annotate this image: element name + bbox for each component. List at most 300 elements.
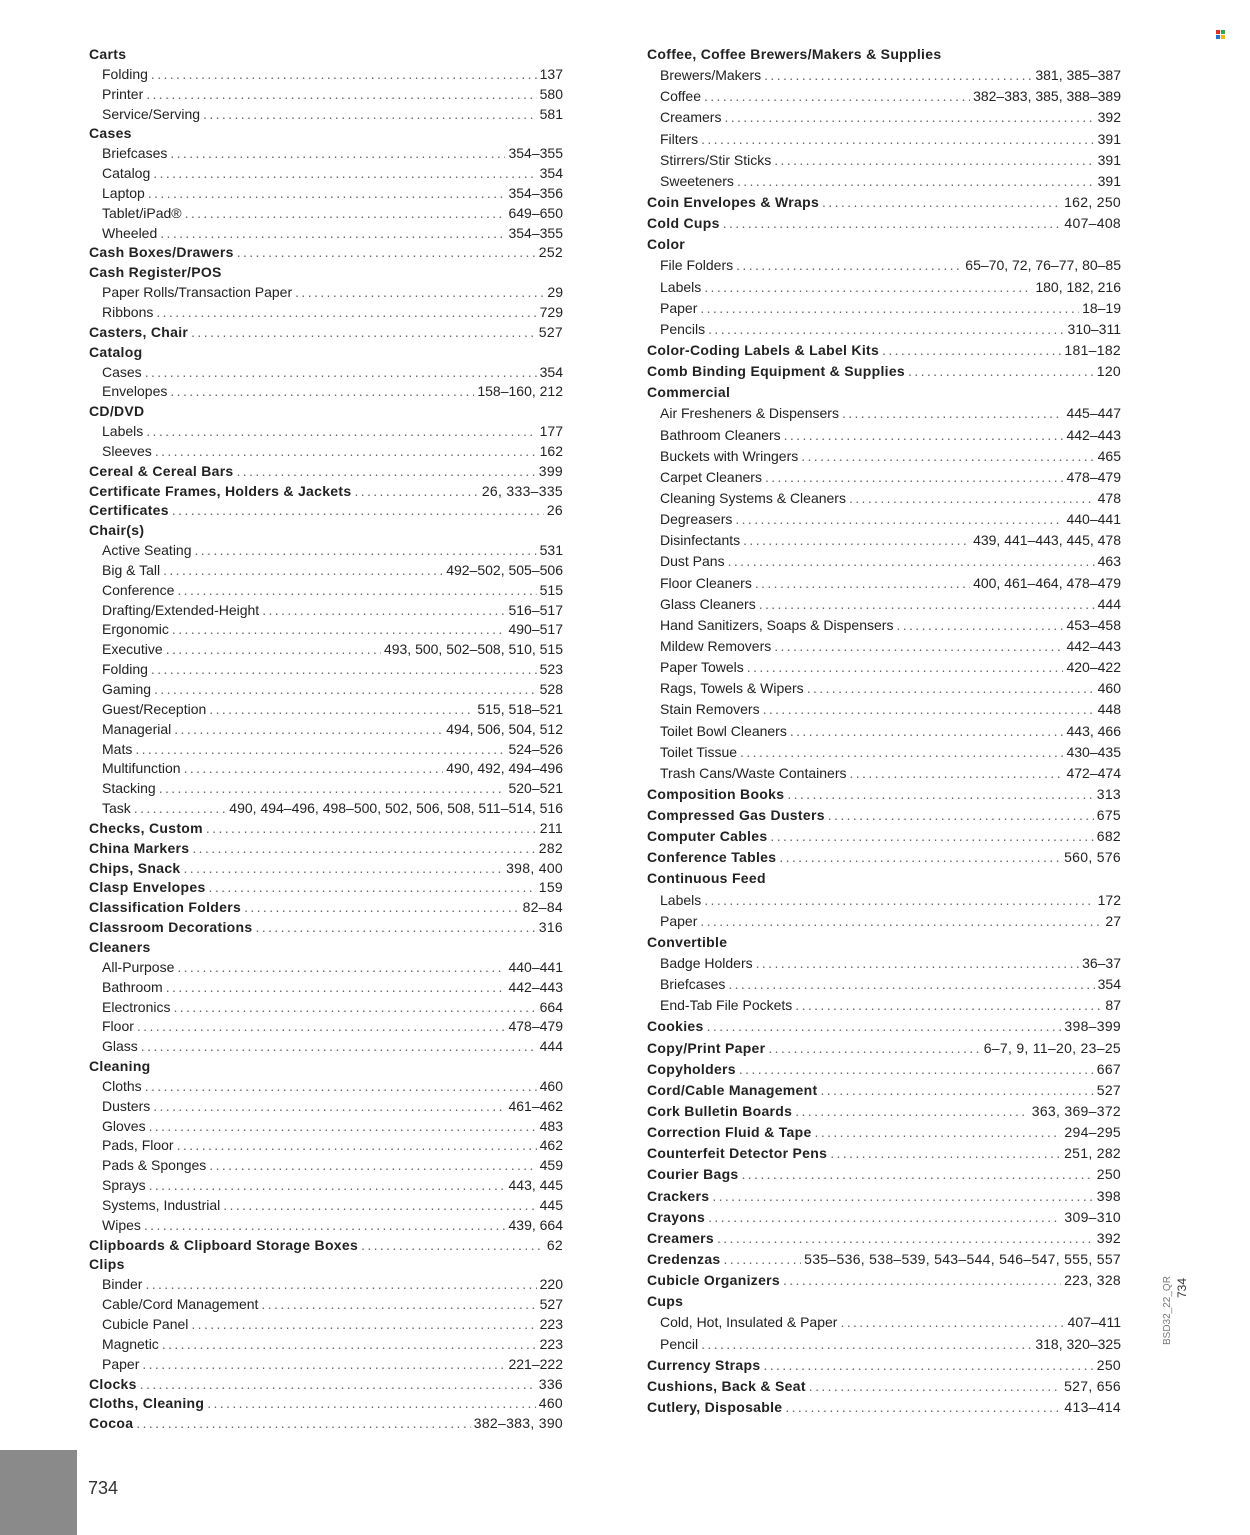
entry-label: Paper Towels — [660, 659, 744, 676]
entry-pages: 490, 492, 494–496 — [446, 760, 563, 777]
index-heading — [89, 463, 563, 483]
index-subentry — [647, 701, 1121, 722]
entry-label: Clipboards & Clipboard Storage Boxes — [89, 1236, 359, 1253]
dot-leader — [747, 659, 1064, 675]
index-heading — [647, 342, 1121, 363]
entry-pages: 527 — [1096, 1081, 1121, 1098]
index-heading — [89, 899, 563, 919]
entry-pages: 391 — [1097, 151, 1121, 168]
entry-pages: 413–414 — [1064, 1399, 1121, 1415]
index-heading — [647, 870, 1121, 891]
entry-label: Degreasers — [660, 511, 733, 528]
dot-leader — [184, 860, 504, 876]
entry-pages: 520–521 — [508, 780, 563, 797]
entry-label: Brewers/Makers — [660, 67, 762, 84]
entry-pages: 535–536, 538–539, 543–544, 546–547, 555, 557 — [804, 1251, 1121, 1268]
entry-label: Clocks — [89, 1375, 137, 1392]
dot-leader — [822, 194, 1061, 210]
entry-pages: 336 — [538, 1375, 563, 1392]
entry-pages: 527 — [538, 323, 563, 340]
index-subentry — [89, 185, 563, 205]
index-subentry — [647, 321, 1121, 342]
entry-pages: 445 — [539, 1196, 563, 1213]
entry-pages: 313 — [1096, 785, 1121, 802]
index-subentry — [647, 596, 1121, 617]
entry-label: Color — [647, 236, 686, 253]
entry-label: Labels — [660, 891, 702, 908]
entry-pages: 444 — [539, 1038, 563, 1055]
entry-label: Cups — [647, 1293, 684, 1310]
index-subentry — [647, 279, 1121, 300]
entry-label: Glass — [102, 1038, 138, 1055]
entry-label: Convertible — [647, 933, 728, 950]
entry-pages: 493, 500, 502–508, 510, 515 — [383, 641, 563, 658]
dot-leader — [192, 840, 535, 856]
index-subentry — [647, 765, 1121, 786]
entry-label: Currency Straps — [647, 1356, 761, 1373]
entry-pages: 400, 461–464, 478–479 — [973, 574, 1121, 591]
entry-pages: 252 — [538, 244, 563, 261]
index-subentry — [647, 913, 1121, 934]
entry-label: Cash Register/POS — [89, 264, 222, 281]
dot-leader — [840, 1314, 1064, 1330]
dot-leader — [142, 1356, 505, 1372]
entry-pages: 282 — [538, 839, 563, 856]
entry-pages: 62 — [546, 1236, 563, 1253]
entry-label: All-Purpose — [102, 958, 175, 975]
entry-pages: 515 — [539, 581, 563, 598]
dot-leader — [209, 1157, 536, 1173]
index-heading — [647, 1145, 1121, 1166]
dot-leader — [774, 638, 1063, 654]
entry-label: Filters — [660, 130, 699, 147]
index-heading — [89, 403, 563, 423]
entry-pages: 490–517 — [508, 621, 563, 638]
entry-pages: 442–443 — [1066, 637, 1121, 654]
dot-leader — [849, 765, 1063, 781]
entry-label: Task — [102, 800, 131, 817]
index-subentry — [89, 383, 563, 403]
dot-leader — [244, 899, 519, 915]
entry-pages: 382–383, 390 — [473, 1415, 563, 1432]
dot-leader — [151, 66, 537, 82]
dot-leader — [134, 800, 226, 816]
dot-leader — [172, 621, 506, 637]
index-subentry — [647, 511, 1121, 532]
index-subentry — [89, 1118, 563, 1138]
entry-pages: 137 — [539, 65, 563, 82]
entry-pages: 515, 518–521 — [477, 700, 563, 717]
index-subentry — [89, 205, 563, 225]
entry-label: Toilet Bowl Cleaners — [660, 722, 787, 739]
entry-pages: 407–411 — [1067, 1314, 1121, 1331]
entry-label: Cubicle Organizers — [647, 1272, 780, 1289]
entry-label: Copyholders — [647, 1060, 736, 1077]
dot-leader — [295, 284, 544, 300]
index-heading — [647, 384, 1121, 405]
entry-pages: 490, 494–496, 498–500, 502, 506, 508, 511–514, 516 — [229, 800, 563, 817]
dot-leader — [177, 1137, 537, 1153]
dot-leader — [191, 324, 536, 340]
index-subentry — [89, 542, 563, 562]
index-heading — [647, 1082, 1121, 1103]
index-subentry — [89, 1078, 563, 1098]
entry-label: Classification Folders — [89, 899, 242, 916]
index-heading — [89, 1256, 563, 1276]
entry-pages: 172 — [1097, 891, 1121, 908]
index-heading — [89, 344, 563, 364]
entry-pages: 391 — [1097, 130, 1121, 147]
dot-leader — [774, 152, 1094, 168]
dot-leader — [700, 300, 1079, 316]
dot-leader — [159, 780, 506, 796]
entry-label: Cushions, Back & Seat — [647, 1377, 806, 1394]
entry-label: Checks, Custom — [89, 819, 203, 836]
dot-leader — [209, 701, 474, 717]
entry-pages: 159 — [538, 879, 563, 896]
entry-label: Toilet Tissue — [660, 743, 738, 760]
dot-leader — [795, 1103, 1029, 1119]
index-heading — [89, 1376, 563, 1396]
entry-label: Stain Removers — [660, 701, 760, 718]
index-heading — [647, 46, 1121, 67]
dot-leader — [160, 225, 505, 241]
entry-label: Cubicle Panel — [102, 1316, 189, 1332]
entry-label: Chips, Snack — [89, 859, 181, 876]
index-subentry — [647, 575, 1121, 596]
entry-label: Crackers — [647, 1187, 710, 1204]
index-subentry — [89, 1157, 563, 1177]
dot-leader — [828, 807, 1094, 823]
dot-leader — [742, 1166, 1094, 1182]
entry-label: Trash Cans/Waste Containers — [660, 764, 847, 781]
dot-leader — [154, 681, 537, 697]
index-heading — [647, 236, 1121, 257]
index-heading — [647, 1293, 1121, 1314]
entry-label: Guest/Reception — [102, 700, 207, 717]
dot-leader — [174, 721, 443, 737]
index-heading — [89, 46, 563, 66]
entry-pages: 223 — [539, 1335, 563, 1352]
entry-pages: 528 — [539, 681, 563, 697]
entry-label: Managerial — [102, 720, 172, 737]
dot-leader — [137, 1018, 506, 1034]
dot-leader — [770, 828, 1093, 844]
index-subentry — [89, 1197, 563, 1217]
entry-pages: 354–355 — [508, 145, 563, 162]
dot-leader — [724, 1251, 802, 1267]
index-subentry — [647, 490, 1121, 511]
index-heading — [647, 363, 1121, 384]
dot-leader — [768, 1040, 980, 1056]
dot-leader — [162, 1336, 537, 1352]
entry-label: Pads & Sponges — [102, 1157, 207, 1174]
index-heading — [89, 919, 563, 939]
dot-leader — [743, 532, 970, 548]
entry-pages: 87 — [1105, 997, 1121, 1014]
index-heading — [89, 939, 563, 959]
dot-leader — [237, 463, 536, 479]
index-subentry — [647, 1314, 1121, 1335]
dot-leader — [177, 959, 505, 975]
dot-leader — [704, 88, 970, 104]
entry-pages: 580 — [539, 85, 563, 102]
entry-pages: 442–443 — [1066, 426, 1121, 443]
dot-leader — [255, 919, 535, 935]
entry-label: Tablet/iPad® — [102, 204, 182, 221]
entry-label: Ergonomic — [102, 621, 169, 638]
entry-label: Cloths, Cleaning — [89, 1395, 205, 1412]
entry-pages: 527 — [539, 1296, 563, 1313]
index-heading — [647, 1251, 1121, 1272]
entry-pages: 391 — [1097, 172, 1121, 189]
dot-leader — [728, 553, 1095, 569]
entry-label: Cleaning — [89, 1058, 151, 1075]
entry-pages: 220 — [539, 1276, 563, 1293]
entry-pages: 729 — [539, 303, 563, 320]
entry-label: Pencil — [660, 1335, 699, 1352]
entry-label: Correction Fluid & Tape — [647, 1124, 812, 1141]
entry-label: Cork Bulletin Boards — [647, 1103, 793, 1120]
index-subentry — [647, 469, 1121, 490]
dot-leader — [354, 483, 478, 499]
entry-label: Clips — [89, 1256, 125, 1273]
dot-leader — [203, 106, 537, 122]
entry-label: Paper — [102, 1355, 140, 1372]
index-subentry — [647, 109, 1121, 130]
index-heading — [89, 860, 563, 880]
dot-leader — [801, 448, 1094, 464]
index-subentry — [647, 617, 1121, 638]
entry-label: Disinfectants — [660, 532, 741, 549]
index-heading — [89, 522, 563, 542]
entry-label: Crayons — [647, 1208, 706, 1225]
entry-pages: 492–502, 505–506 — [446, 561, 563, 578]
entry-pages: 675 — [1096, 807, 1121, 824]
entry-label: Sleeves — [102, 442, 152, 459]
entry-label: Briefcases — [102, 145, 168, 162]
entry-pages: 26, 333–335 — [481, 482, 563, 499]
index-subentry — [89, 225, 563, 245]
entry-label: Cases — [102, 363, 142, 380]
entry-label: Cutlery, Disposable — [647, 1399, 783, 1415]
index-subentry — [89, 145, 563, 165]
index-subentry — [89, 741, 563, 761]
index-subentry — [647, 723, 1121, 744]
index-subentry — [89, 165, 563, 185]
entry-label: Bathroom Cleaners — [660, 426, 781, 443]
dot-leader — [177, 582, 536, 598]
entry-label: Multifunction — [102, 760, 181, 777]
entry-label: Cable/Cord Management — [102, 1296, 259, 1313]
dot-leader — [237, 244, 536, 260]
dot-leader — [708, 1209, 1061, 1225]
index-subentry — [89, 1296, 563, 1316]
entry-pages: 444 — [1097, 595, 1121, 612]
entry-pages: 6–7, 9, 11–20, 23–25 — [983, 1039, 1121, 1056]
entry-label: File Folders — [660, 257, 734, 274]
entry-label: Folding — [102, 661, 148, 678]
entry-pages: 442–443 — [508, 978, 563, 995]
index-subentry — [647, 257, 1121, 278]
index-heading — [647, 215, 1121, 236]
dot-leader — [149, 1177, 506, 1193]
index-subentry — [647, 744, 1121, 765]
entry-pages: 420–422 — [1066, 659, 1121, 676]
entry-label: Mats — [102, 740, 133, 757]
dot-leader — [737, 173, 1095, 189]
index-heading — [89, 483, 563, 503]
index-heading — [647, 1124, 1121, 1145]
dot-leader — [704, 892, 1094, 908]
index-heading — [647, 849, 1121, 870]
dot-leader — [149, 1118, 537, 1134]
entry-label: Rags, Towels & Wipers — [660, 680, 804, 697]
entry-label: Briefcases — [660, 976, 726, 993]
index-heading — [647, 786, 1121, 807]
entry-pages: 392 — [1096, 1229, 1121, 1246]
entry-pages: 667 — [1096, 1060, 1121, 1077]
dot-leader — [723, 215, 1062, 231]
index-subentry — [647, 638, 1121, 659]
index-subentry — [89, 304, 563, 324]
entry-label: Creamers — [660, 109, 722, 126]
entry-pages: 524–526 — [508, 740, 563, 757]
index-heading — [647, 1103, 1121, 1124]
index-subentry — [89, 721, 563, 741]
dot-leader — [185, 205, 506, 221]
entry-pages: 181–182 — [1064, 341, 1121, 358]
entry-pages: 251, 282 — [1064, 1145, 1121, 1162]
entry-pages: 682 — [1096, 828, 1121, 845]
index-subentry — [647, 1336, 1121, 1357]
index-heading — [647, 1040, 1121, 1061]
dot-leader — [151, 661, 537, 677]
index-subentry — [647, 67, 1121, 88]
entry-label: Cleaners — [89, 938, 151, 955]
index-subentry — [647, 88, 1121, 109]
index-subentry — [89, 760, 563, 780]
dot-leader — [146, 86, 536, 102]
brand-logo-icon — [1216, 30, 1226, 40]
index-subentry — [647, 955, 1121, 976]
dot-leader — [755, 575, 970, 591]
dot-leader — [763, 1357, 1093, 1373]
index-column-right — [647, 46, 1121, 1420]
entry-label: Credenzas — [647, 1251, 721, 1268]
index-subentry — [89, 106, 563, 126]
entry-label: Copy/Print Paper — [647, 1039, 766, 1056]
entry-label: Floor — [102, 1018, 134, 1035]
entry-pages: 120 — [1096, 363, 1121, 380]
entry-label: Mildew Removers — [660, 637, 772, 654]
entry-label: Creamers — [647, 1229, 714, 1246]
entry-label: Courier Bags — [647, 1166, 739, 1183]
index-heading — [647, 194, 1121, 215]
entry-pages: 472–474 — [1066, 764, 1121, 781]
index-subentry — [89, 780, 563, 800]
entry-label: Labels — [102, 423, 144, 440]
entry-label: Pencils — [660, 320, 706, 337]
entry-label: Cold, Hot, Insulated & Paper — [660, 1314, 838, 1331]
dot-leader — [704, 279, 1032, 295]
index-subentry — [89, 800, 563, 820]
entry-label: Cloths — [102, 1077, 142, 1094]
entry-label: Paper — [660, 299, 698, 316]
index-subentry — [89, 1276, 563, 1296]
entry-label: Coffee, Coffee Brewers/Makers & Supplies — [647, 46, 942, 62]
index-subentry — [89, 1356, 563, 1376]
index-subentry — [89, 423, 563, 443]
dot-leader — [728, 976, 1094, 992]
index-heading — [89, 840, 563, 860]
entry-pages: 516–517 — [508, 601, 563, 618]
index-subentry — [89, 681, 563, 701]
dot-leader — [207, 1395, 535, 1411]
entry-pages: 494, 506, 504, 512 — [446, 720, 563, 737]
entry-label: Coin Envelopes & Wraps — [647, 193, 820, 210]
dot-leader — [724, 109, 1094, 125]
dot-leader — [155, 443, 537, 459]
index-heading — [647, 1018, 1121, 1039]
dot-leader — [842, 405, 1064, 421]
index-subentry — [89, 1137, 563, 1157]
index-heading — [647, 807, 1121, 828]
entry-label: Compressed Gas Dusters — [647, 807, 825, 824]
index-subentry — [89, 959, 563, 979]
entry-label: End-Tab File Pockets — [660, 997, 793, 1014]
dot-leader — [739, 1061, 1094, 1077]
entry-pages: 26 — [546, 502, 563, 519]
dot-leader — [191, 1316, 536, 1332]
dot-leader — [756, 955, 1079, 971]
index-subentry — [89, 1177, 563, 1197]
entry-pages: 478–479 — [508, 1018, 563, 1035]
side-code: BSD32_22_QR — [1162, 1276, 1173, 1345]
dot-leader — [136, 1415, 470, 1431]
entry-label: Service/Serving — [102, 105, 201, 122]
entry-pages: 478–479 — [1066, 468, 1121, 485]
dot-leader — [140, 1376, 536, 1392]
entry-pages: 158–160, 212 — [477, 383, 563, 400]
entry-pages: 223, 328 — [1064, 1272, 1121, 1289]
entry-pages: 439, 441–443, 445, 478 — [973, 532, 1121, 549]
entry-pages: 221–222 — [508, 1355, 563, 1372]
entry-label: Floor Cleaners — [660, 574, 752, 591]
dot-leader — [849, 490, 1095, 506]
dot-leader — [206, 820, 537, 836]
index-heading — [647, 1209, 1121, 1230]
entry-label: Gaming — [102, 681, 152, 697]
entry-label: Glass Cleaners — [660, 595, 756, 612]
entry-label: Carts — [89, 46, 127, 62]
entry-pages: 162 — [539, 442, 563, 459]
entry-pages: 460 — [539, 1077, 563, 1094]
entry-label: Big & Tall — [102, 561, 161, 578]
dot-leader — [787, 786, 1093, 802]
dot-leader — [735, 511, 1063, 527]
dot-leader — [790, 723, 1064, 739]
dot-leader — [145, 1276, 536, 1292]
dot-leader — [141, 1038, 537, 1054]
index-heading — [89, 125, 563, 145]
dot-leader — [144, 1217, 506, 1233]
entry-pages: 430–435 — [1066, 743, 1121, 760]
dot-leader — [712, 1188, 1093, 1204]
dot-leader — [759, 596, 1095, 612]
entry-pages: 309–310 — [1064, 1208, 1121, 1225]
index-subentry — [647, 997, 1121, 1018]
